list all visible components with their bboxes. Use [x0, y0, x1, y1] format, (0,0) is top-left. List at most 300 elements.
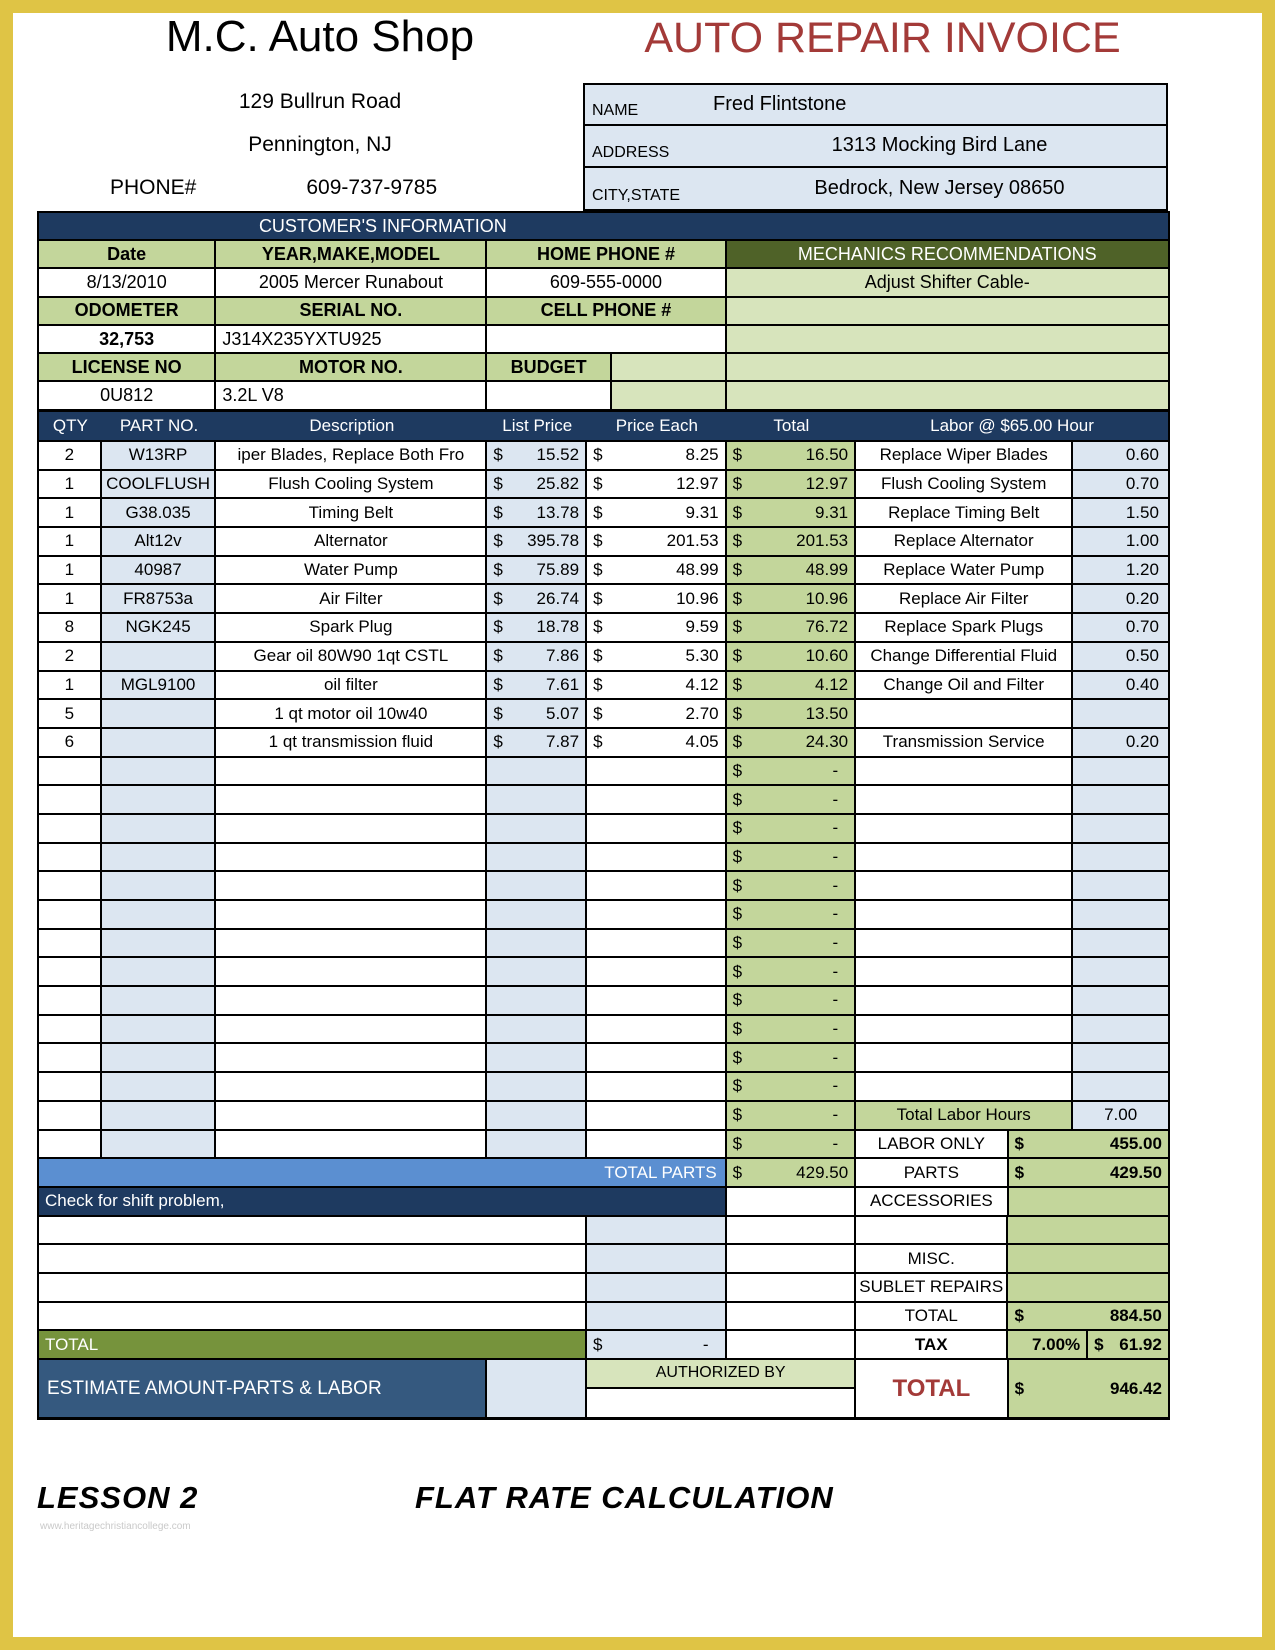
total-labor-hours-value[interactable]: 7.00: [1073, 1102, 1168, 1129]
description-cell[interactable]: oil filter: [216, 672, 487, 699]
qty-cell[interactable]: 2: [39, 442, 102, 469]
labor-hours-cell[interactable]: [1073, 872, 1168, 899]
labor-description-cell[interactable]: [856, 987, 1073, 1014]
cell-phone-value[interactable]: [487, 326, 726, 352]
empty-row: [39, 1016, 1168, 1045]
labor-hours-cell[interactable]: 0.60: [1073, 442, 1168, 469]
total-cell[interactable]: [727, 958, 856, 985]
zero-dash: -: [832, 990, 839, 1010]
price-each-cell[interactable]: [587, 1102, 727, 1129]
total-header: Total: [773, 416, 810, 435]
shop-note[interactable]: Check for shift problem,: [39, 1188, 727, 1215]
description-cell[interactable]: [216, 758, 487, 785]
blank-cell[interactable]: [487, 1360, 587, 1417]
list-price-cell[interactable]: [487, 872, 587, 899]
total-cell[interactable]: [727, 815, 856, 842]
motor-value[interactable]: 3.2L V8: [216, 382, 487, 408]
budget-fill-cell-2[interactable]: [612, 382, 727, 408]
list-price-cell[interactable]: $ 25.82: [487, 471, 587, 498]
list-price-cell[interactable]: [487, 844, 587, 871]
currency-symbol: $: [732, 875, 743, 895]
labor-hours-cell[interactable]: [1073, 987, 1168, 1014]
blank-cell[interactable]: [587, 1303, 727, 1330]
part-cell[interactable]: [102, 1016, 217, 1043]
customer-city-row: [585, 168, 1166, 209]
part-cell[interactable]: [102, 786, 217, 813]
labor-hours-cell[interactable]: 0.20: [1073, 729, 1168, 756]
total-cell[interactable]: [727, 1102, 856, 1129]
list-price-cell[interactable]: [487, 987, 587, 1014]
qty-cell[interactable]: [39, 1102, 102, 1129]
labor-description-cell[interactable]: [856, 930, 1073, 957]
list-price-cell[interactable]: [487, 758, 587, 785]
currency-symbol: $: [493, 674, 503, 694]
currency-symbol: $: [493, 531, 503, 551]
part-cell[interactable]: [102, 1131, 217, 1158]
labor-hours-cell[interactable]: 0.40: [1073, 672, 1168, 699]
blank-cell[interactable]: [727, 1303, 856, 1330]
total-cell[interactable]: [727, 758, 856, 785]
total-cell[interactable]: $ 10.60: [727, 643, 856, 670]
total-parts-value[interactable]: $ 429.50: [727, 1159, 856, 1186]
labor-description-cell[interactable]: Replace Alternator: [856, 528, 1073, 555]
labor-description-cell[interactable]: Replace Water Pump: [856, 557, 1073, 584]
list-price-cell[interactable]: [487, 786, 587, 813]
blank-cell[interactable]: [727, 1245, 856, 1272]
description-cell[interactable]: Spark Plug: [216, 614, 487, 641]
summary-value[interactable]: $ 884.50: [1008, 1303, 1167, 1330]
currency-symbol: $: [732, 1133, 743, 1153]
tax-rate[interactable]: 7.00%: [1008, 1331, 1088, 1358]
info-header-row-3: [39, 354, 1168, 382]
mechanics-note[interactable]: Adjust Shifter Cable-: [727, 269, 1168, 295]
part-cell[interactable]: [102, 872, 217, 899]
currency-symbol: $: [493, 502, 503, 522]
table-row: [39, 643, 1168, 672]
price-each-cell[interactable]: $ 201.53: [587, 528, 727, 555]
description-cell[interactable]: Alternator: [216, 528, 487, 555]
labor-hours-cell[interactable]: [1073, 1073, 1168, 1100]
grand-total-value[interactable]: $ 946.42: [1009, 1360, 1168, 1417]
blank-cell[interactable]: [727, 1188, 856, 1215]
labor-hours-cell[interactable]: [1073, 758, 1168, 785]
part-cell[interactable]: G38.035: [102, 499, 217, 526]
total-cell[interactable]: $ 76.72: [727, 614, 856, 641]
blank-cell[interactable]: [727, 1331, 856, 1358]
description-cell[interactable]: [216, 1073, 487, 1100]
labor-description-cell[interactable]: Change Differential Fluid: [856, 643, 1073, 670]
list-price-cell[interactable]: [487, 1102, 587, 1129]
price-each-cell[interactable]: $ 9.31: [587, 499, 727, 526]
empty-row: [39, 872, 1168, 901]
qty-cell[interactable]: 1: [39, 557, 102, 584]
total-cell[interactable]: [727, 901, 856, 928]
part-cell[interactable]: [102, 729, 217, 756]
qty-cell[interactable]: 8: [39, 614, 102, 641]
serial-value[interactable]: J314X235YXTU925: [216, 326, 487, 352]
currency-symbol: $: [732, 1076, 743, 1096]
date-label: Date: [39, 241, 216, 267]
info-value-row-1: [39, 269, 1168, 297]
price-each-cell[interactable]: [587, 1131, 727, 1158]
budget-fill-cell[interactable]: [612, 354, 727, 380]
qty-cell[interactable]: [39, 1016, 102, 1043]
price-each-cell[interactable]: [587, 786, 727, 813]
labor-description-cell[interactable]: [856, 901, 1073, 928]
labor-description-cell[interactable]: [856, 758, 1073, 785]
info-header-row-1: [39, 241, 1168, 269]
price-each-cell[interactable]: [587, 844, 727, 871]
currency-symbol: $: [493, 474, 503, 494]
shop-phone-row: [90, 176, 550, 200]
price-each-cell[interactable]: $ 12.97: [587, 471, 727, 498]
list-price-cell[interactable]: $ 18.78: [487, 614, 587, 641]
labor-hours-cell[interactable]: [1073, 930, 1168, 957]
part-cell[interactable]: [102, 844, 217, 871]
description-cell[interactable]: [216, 815, 487, 842]
description-cell[interactable]: Timing Belt: [216, 499, 487, 526]
labor-hours-cell[interactable]: [1073, 1044, 1168, 1071]
labor-hours-cell[interactable]: [1073, 700, 1168, 727]
labor-description-cell[interactable]: [856, 1073, 1073, 1100]
qty-cell[interactable]: [39, 872, 102, 899]
part-cell[interactable]: [102, 987, 217, 1014]
price-each-cell[interactable]: $ 4.05: [587, 729, 727, 756]
description-cell[interactable]: [216, 786, 487, 813]
description-cell[interactable]: [216, 844, 487, 871]
labor-description-cell[interactable]: Replace Spark Plugs: [856, 614, 1073, 641]
currency-symbol: $: [593, 560, 603, 580]
qty-cell[interactable]: 1: [39, 528, 102, 555]
qty-cell[interactable]: [39, 930, 102, 957]
mechanics-cell-2[interactable]: [727, 326, 1168, 352]
currency-symbol: $: [493, 445, 503, 465]
estimate-row: [39, 1360, 1168, 1417]
home-phone-value[interactable]: 609-555-0000: [487, 269, 726, 295]
list-price-cell[interactable]: $ 13.78: [487, 499, 587, 526]
empty-rows: [39, 758, 1168, 1102]
labor-hours-cell[interactable]: 1.50: [1073, 499, 1168, 526]
price-each-cell[interactable]: [587, 1073, 727, 1100]
blank-long-cell[interactable]: [39, 1274, 587, 1301]
labor-description-cell[interactable]: Transmission Service: [856, 729, 1073, 756]
description-cell[interactable]: [216, 1016, 487, 1043]
list-price-cell[interactable]: [487, 901, 587, 928]
budget-value[interactable]: [487, 382, 612, 408]
price-each-cell[interactable]: $ 48.99: [587, 557, 727, 584]
qty-cell[interactable]: 1: [39, 672, 102, 699]
price-each-cell[interactable]: [587, 1044, 727, 1071]
qty-cell[interactable]: [39, 901, 102, 928]
price-each-cell[interactable]: $ 2.70: [587, 700, 727, 727]
part-cell[interactable]: [102, 1044, 217, 1071]
empty-row: [39, 1073, 1168, 1102]
odometer-label: ODOMETER: [39, 298, 216, 324]
list-price-cell[interactable]: $ 26.74: [487, 585, 587, 612]
summary-value[interactable]: [1008, 1217, 1167, 1244]
total-cell[interactable]: [727, 1073, 856, 1100]
customer-name-value[interactable]: Fred Flintstone: [713, 93, 847, 116]
qty-cell[interactable]: 1: [39, 499, 102, 526]
part-cell[interactable]: COOLFLUSH: [102, 471, 217, 498]
currency-symbol: $: [732, 1105, 743, 1125]
qty-cell[interactable]: [39, 786, 102, 813]
ymm-value[interactable]: 2005 Mercer Runabout: [216, 269, 487, 295]
description-cell[interactable]: [216, 930, 487, 957]
description-cell[interactable]: Flush Cooling System: [216, 471, 487, 498]
total-cell[interactable]: $ 48.99: [727, 557, 856, 584]
total-cell[interactable]: $ 24.30: [727, 729, 856, 756]
total-cell[interactable]: [727, 844, 856, 871]
customer-box: [583, 83, 1168, 211]
currency-symbol: $: [732, 502, 743, 522]
qty-cell[interactable]: [39, 1073, 102, 1100]
price-each-cell[interactable]: [587, 1016, 727, 1043]
description-cell[interactable]: [216, 1044, 487, 1071]
list-price-cell[interactable]: $ 395.78: [487, 528, 587, 555]
description-cell[interactable]: [216, 872, 487, 899]
table-row: [39, 729, 1168, 758]
labor-description-cell[interactable]: [856, 786, 1073, 813]
shop-phone-label: PHONE#: [110, 176, 197, 199]
part-cell[interactable]: NGK245: [102, 614, 217, 641]
labor-description-cell[interactable]: Replace Air Filter: [856, 585, 1073, 612]
price-each-cell[interactable]: $ 9.59: [587, 614, 727, 641]
tax-row: [39, 1331, 1168, 1360]
part-cell[interactable]: [102, 758, 217, 785]
list-price-cell[interactable]: $ 5.07: [487, 700, 587, 727]
blank-cell[interactable]: [587, 1274, 727, 1301]
authorized-by-signature[interactable]: [587, 1389, 854, 1418]
blank-long-cell[interactable]: [39, 1217, 587, 1244]
qty-cell[interactable]: 2: [39, 643, 102, 670]
qty-cell[interactable]: [39, 1131, 102, 1158]
total-cell[interactable]: [727, 1131, 856, 1158]
currency-symbol: $: [593, 703, 603, 723]
part-cell[interactable]: [102, 958, 217, 985]
total-cell[interactable]: $ 4.12: [727, 672, 856, 699]
total-cell[interactable]: [727, 786, 856, 813]
total-cell[interactable]: $ 9.31: [727, 499, 856, 526]
qty-cell[interactable]: 5: [39, 700, 102, 727]
odometer-value[interactable]: 32,753: [39, 326, 216, 352]
total-banner-value[interactable]: [587, 1331, 727, 1358]
part-cell[interactable]: [102, 815, 217, 842]
labor-only-label: LABOR ONLY: [856, 1131, 1008, 1158]
list-price-cell[interactable]: [487, 815, 587, 842]
blank-cell[interactable]: [587, 1217, 727, 1244]
labor-hours-cell[interactable]: [1073, 786, 1168, 813]
labor-hours-cell[interactable]: [1073, 815, 1168, 842]
list-price-cell[interactable]: [487, 1044, 587, 1071]
price-each-cell[interactable]: [587, 872, 727, 899]
list-price-cell[interactable]: [487, 930, 587, 957]
mechanics-cell-3[interactable]: [727, 354, 1168, 380]
part-cell[interactable]: [102, 643, 217, 670]
price-each-cell[interactable]: [587, 930, 727, 957]
description-cell[interactable]: 1 qt motor oil 10w40: [216, 700, 487, 727]
summary-label: MISC.: [856, 1245, 1008, 1272]
qty-cell[interactable]: 1: [39, 585, 102, 612]
description-cell[interactable]: iper Blades, Replace Both Fro: [216, 442, 487, 469]
price-each-cell[interactable]: [587, 815, 727, 842]
total-cell[interactable]: [727, 1016, 856, 1043]
price-each-cell[interactable]: $ 4.12: [587, 672, 727, 699]
labor-hours-cell[interactable]: 0.70: [1073, 614, 1168, 641]
customer-city-value[interactable]: Bedrock, New Jersey 08650: [814, 176, 1065, 199]
part-cell[interactable]: [102, 1073, 217, 1100]
blank-cell[interactable]: [727, 1217, 856, 1244]
total-cell[interactable]: [727, 987, 856, 1014]
part-cell[interactable]: MGL9100: [102, 672, 217, 699]
labor-hours-cell[interactable]: 0.70: [1073, 471, 1168, 498]
list-price-cell[interactable]: $ 7.61: [487, 672, 587, 699]
labor-hours-cell[interactable]: 1.20: [1073, 557, 1168, 584]
total-cell[interactable]: $ 12.97: [727, 471, 856, 498]
qty-cell[interactable]: [39, 958, 102, 985]
labor-only-value[interactable]: $ 455.00: [1009, 1131, 1168, 1158]
summary-value[interactable]: [1008, 1274, 1167, 1301]
blank-long-cell[interactable]: [39, 1245, 587, 1272]
table-row: [39, 471, 1168, 500]
price-each-cell[interactable]: [587, 901, 727, 928]
part-cell[interactable]: 40987: [102, 557, 217, 584]
labor-description-cell[interactable]: [856, 1044, 1073, 1071]
labor-hours-cell[interactable]: 0.50: [1073, 643, 1168, 670]
license-value[interactable]: 0U812: [39, 382, 216, 408]
list-price-cell[interactable]: $ 75.89: [487, 557, 587, 584]
total-cell[interactable]: [727, 930, 856, 957]
blank-cell[interactable]: [587, 1245, 727, 1272]
labor-description-cell[interactable]: [856, 700, 1073, 727]
blank-long-cell[interactable]: [39, 1303, 587, 1330]
qty-cell[interactable]: [39, 987, 102, 1014]
accessories-label: ACCESSORIES: [856, 1188, 1008, 1215]
total-cell[interactable]: $ 13.50: [727, 700, 856, 727]
empty-row: [39, 901, 1168, 930]
list-price-cell[interactable]: $ 7.86: [487, 643, 587, 670]
description-cell[interactable]: [216, 1131, 487, 1158]
summary-label: SUBLET REPAIRS: [856, 1274, 1008, 1301]
labor-description-cell[interactable]: Flush Cooling System: [856, 471, 1073, 498]
empty-row: [39, 930, 1168, 959]
table-row: [39, 442, 1168, 471]
total-cell[interactable]: $ 10.96: [727, 585, 856, 612]
budget-label: BUDGET: [487, 354, 612, 380]
labor-hours-cell[interactable]: [1073, 958, 1168, 985]
mechanics-cell-1[interactable]: [727, 298, 1168, 324]
labor-description-cell[interactable]: [856, 958, 1073, 985]
total-cell[interactable]: $ 201.53: [727, 528, 856, 555]
list-price-cell[interactable]: [487, 958, 587, 985]
description-cell[interactable]: 1 qt transmission fluid: [216, 729, 487, 756]
labor-description-cell[interactable]: [856, 872, 1073, 899]
total-cell[interactable]: [727, 872, 856, 899]
total-cell[interactable]: $ 16.50: [727, 442, 856, 469]
currency-symbol: $: [732, 560, 743, 580]
part-cell[interactable]: W13RP: [102, 442, 217, 469]
home-phone-label: HOME PHONE #: [487, 241, 726, 267]
total-cell[interactable]: [727, 1044, 856, 1071]
price-each-cell[interactable]: [587, 758, 727, 785]
labor-description-cell[interactable]: [856, 815, 1073, 842]
customer-address-value[interactable]: 1313 Mocking Bird Lane: [831, 134, 1048, 157]
tax-amount[interactable]: $ 61.92: [1088, 1331, 1168, 1358]
summary-row: [39, 1245, 1168, 1274]
table-row: [39, 700, 1168, 729]
qty-cell[interactable]: [39, 758, 102, 785]
date-value[interactable]: 8/13/2010: [39, 269, 216, 295]
part-header: PART NO.: [119, 416, 199, 435]
price-each-cell[interactable]: $ 8.25: [587, 442, 727, 469]
blank-cell[interactable]: [727, 1274, 856, 1301]
list-price-cell[interactable]: $ 15.52: [487, 442, 587, 469]
price-each-cell[interactable]: $ 10.96: [587, 585, 727, 612]
part-cell[interactable]: Alt12v: [102, 528, 217, 555]
list-price-cell[interactable]: [487, 1016, 587, 1043]
labor-hours-cell[interactable]: 1.00: [1073, 528, 1168, 555]
description-cell[interactable]: Air Filter: [216, 585, 487, 612]
labor-description-cell[interactable]: Replace Timing Belt: [856, 499, 1073, 526]
empty-row: [39, 758, 1168, 787]
description-cell[interactable]: Gear oil 80W90 1qt CSTL: [216, 643, 487, 670]
part-cell[interactable]: [102, 901, 217, 928]
part-cell[interactable]: [102, 1102, 217, 1129]
description-cell[interactable]: [216, 1102, 487, 1129]
price-each-cell[interactable]: [587, 958, 727, 985]
shop-name: M.C. Auto Shop: [165, 12, 475, 61]
parts-value[interactable]: $ 429.50: [1009, 1159, 1168, 1186]
currency-symbol: $: [1014, 1378, 1025, 1398]
description-cell[interactable]: Water Pump: [216, 557, 487, 584]
customer-address-label: ADDRESS: [592, 143, 670, 161]
part-cell[interactable]: [102, 700, 217, 727]
labor-description-cell[interactable]: Replace Wiper Blades: [856, 442, 1073, 469]
labor-hours-cell[interactable]: [1073, 901, 1168, 928]
mechanics-recommendations-label: MECHANICS RECOMMENDATIONS: [727, 241, 1168, 267]
labor-hours-cell[interactable]: 0.20: [1073, 585, 1168, 612]
currency-symbol: $: [593, 474, 603, 494]
accessories-value[interactable]: [1009, 1188, 1168, 1215]
summary-value[interactable]: [1008, 1245, 1167, 1272]
price-each-cell[interactable]: [587, 987, 727, 1014]
qty-cell[interactable]: [39, 815, 102, 842]
qty-cell[interactable]: 6: [39, 729, 102, 756]
list-price-cell[interactable]: [487, 1131, 587, 1158]
labor-description-cell[interactable]: [856, 844, 1073, 871]
description-cell[interactable]: [216, 958, 487, 985]
list-price-cell[interactable]: [487, 1073, 587, 1100]
labor-hours-cell[interactable]: [1073, 1016, 1168, 1043]
part-cell[interactable]: FR8753a: [102, 585, 217, 612]
part-cell[interactable]: [102, 930, 217, 957]
qty-cell[interactable]: 1: [39, 471, 102, 498]
labor-description-cell[interactable]: [856, 1016, 1073, 1043]
mechanics-cell-4[interactable]: [727, 382, 1168, 408]
labor-description-cell[interactable]: Change Oil and Filter: [856, 672, 1073, 699]
list-price-cell[interactable]: $ 7.87: [487, 729, 587, 756]
price-each-cell[interactable]: $ 5.30: [587, 643, 727, 670]
description-cell[interactable]: [216, 901, 487, 928]
currency-symbol: $: [732, 588, 743, 608]
qty-cell[interactable]: [39, 1044, 102, 1071]
currency-symbol: $: [493, 646, 503, 666]
summary-row: [39, 1303, 1168, 1332]
qty-cell[interactable]: [39, 844, 102, 871]
labor-hours-cell[interactable]: [1073, 844, 1168, 871]
currency-symbol: $: [732, 904, 743, 924]
description-cell[interactable]: [216, 987, 487, 1014]
